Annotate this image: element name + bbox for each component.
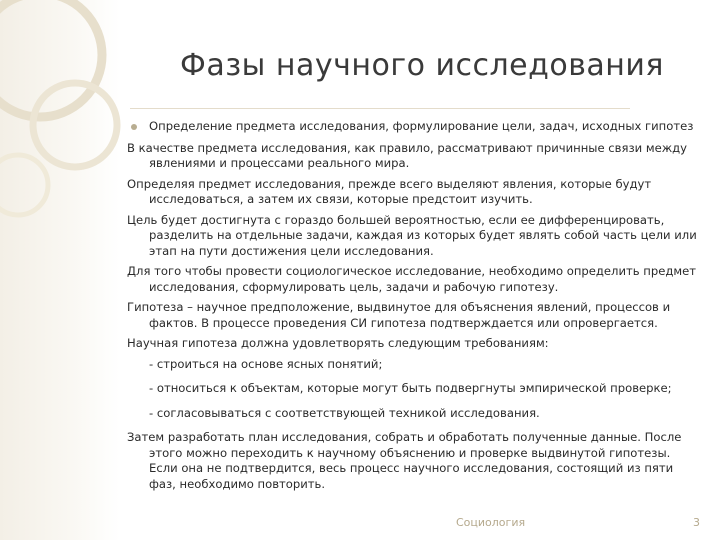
bullet-dot-icon: [131, 124, 137, 130]
bullet-text: Определение предмета исследования, формулирование цели, задач, исходных гипотез: [149, 119, 694, 133]
page-number: 3: [693, 516, 700, 529]
paragraph-final: Затем разработать план исследования, собрать и обработать полученные данные. После этого можно переходить к научному объяснению и проверке выдвинутой гипотезы. Если она не подтвердится, весь процесс научного исследования, состоящий из пяти фаз, необходимо повторить.: [127, 430, 682, 491]
paragraph-defining-subject: Определяя предмет исследования, прежде всего выделяют явления, которые будут исследоваться, а затем их связи, которые предстоит изучить.: [127, 176, 652, 206]
footer-subject: Социология: [456, 516, 526, 529]
requirement-item: - строиться на основе ясных понятий;: [149, 356, 383, 371]
requirement-item: - относиться к объектам, которые могут быть подвергнуты эмпирической проверке;: [149, 381, 672, 395]
paragraph-goal: Цель будет достигнута с гораздо большей вероятностью, если ее дифференцировать, разделить на отдельные задачи, каждая из которых будет являть собой часть цели или этап на пути достижения цели исследования.: [127, 212, 697, 258]
slide-content: [127, 119, 697, 497]
deco-ring-tiny: [0, 155, 48, 215]
requirement-item: - согласовываться с соответствующей техникой исследования.: [149, 405, 540, 420]
title-divider: [130, 108, 630, 109]
bullet-item: [127, 119, 697, 135]
paragraph-requirements-intro: Научная гипотеза должна удовлетворять следующим требованиям:: [127, 336, 549, 350]
paragraph-hypothesis: Гипотеза – научное предположение, выдвинутое для объяснения явлений, процессов и фактов. В процессе проведения СИ гипотеза подтверждается или опровергается.: [127, 300, 671, 330]
slide-title: Фазы научного исследования: [180, 48, 664, 83]
deco-ring-large: [0, 0, 102, 117]
deco-ring-small: [33, 83, 117, 167]
paragraph-conduct: Для того чтобы провести социологическое исследование, необходимо определить предмет исследования, сформулировать цель, задачи и рабочую гипотезу.: [127, 264, 696, 294]
paragraph-subject: В качестве предмета исследования, как правило, рассматривают причинные связи между явлениями и процессами реального мира.: [127, 140, 688, 170]
